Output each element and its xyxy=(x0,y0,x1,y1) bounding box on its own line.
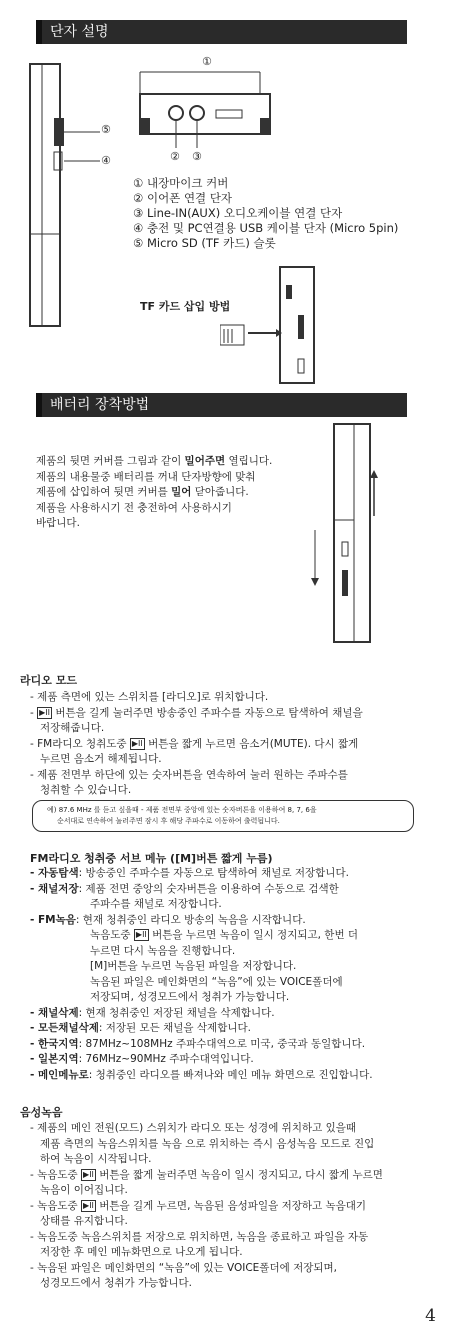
callout-2: ② xyxy=(170,150,180,163)
tf-card-diagram xyxy=(220,265,320,385)
tf-card-label: TF 카드 삽입 방법 xyxy=(140,300,231,313)
section-title-terminals: 단자 설명 xyxy=(36,20,407,44)
terminal-item: ① 내장마이크 커버 xyxy=(133,176,229,190)
callout-5: ⑤ xyxy=(101,123,111,136)
terminal-list xyxy=(133,176,398,251)
terminal-item: ⑤ Micro SD (TF 카드) 슬롯 xyxy=(133,236,276,250)
radio-mode-body: - 제품 측면에 있는 스위치를 [라디오]로 위치합니다. - ▶II 버튼을 길게 눌러주면 방송중인 주파수를 자동으로 탐색하여 채널을 저장해줍니다. - FM라디오 청취도중 ▶II 버튼을 짧게 누르면 음소거(MUTE). 다시 짧게 누르면 음소거 해제됩니다. - 제품 전면부 하단에 있는 숫자버튼을 연속하여 눌러 원하는 주파수를 청취할 수 있습니다. xyxy=(30,691,363,796)
play-pause-icon: ▶II xyxy=(39,707,51,717)
callout-1: ① xyxy=(202,55,212,68)
terminal-item: ② 이어폰 연결 단자 xyxy=(133,191,233,205)
battery-instructions: 제품의 뒷면 커버를 그림과 같이 밀어주면 열립니다. 제품의 내용물중 배터리를 꺼내 단자방향에 맞춰 제품에 삽입하여 뒷면 커버를 밀어 닫아줍니다. 제품을 사용하시기 전 충전하여 사용하시기 바랍니다. xyxy=(36,455,273,529)
play-pause-icon: ▶II xyxy=(83,1169,94,1179)
voice-recording-title: 음성녹음 xyxy=(20,1106,63,1119)
play-pause-icon: ▶II xyxy=(83,1200,94,1210)
fm-submenu-body: - 자동탐색: 방송중인 주파수를 자동으로 탐색하여 채널로 저장합니다. - 채널저장: 제품 전면 중앙의 숫자버튼을 이용하여 수동으로 검색한 주파수를 채널로 저장합니다. - FM녹음: 현재 청취중인 라디오 방송의 녹음을 시작합니다. 녹음도중 ▶II 버튼을 누르면 녹음이 일시 정지되고, 한번 더 누르면 다시 녹음을 진행합니다. [M]버튼을 누르면 녹음된 파일을 저장합니다. 녹음된 파일은 메인화면의 “녹음”에 있는 VOICE폴더에 저장되며, 성경모드에서 청취가 가능합니다. - 채널삭제: 현재 청취중인 저장된 채널을 삭제합니다. - 모든채널삭제: 저장된 모든 채널을 삭제합니다. - 한국지역: 87MHz~108MHz 주파수대역으로 미국, 중국과 동일합니다. - 일본지역: 76MHz~90MHz 주파수대역입니다. - 메인메뉴로: 청취중인 라디오를 빠져나와 메인 메뉴 화면으로 진입합니다. xyxy=(30,867,373,1081)
page-number: 4 xyxy=(425,1306,436,1326)
play-pause-icon: ▶II xyxy=(131,738,143,748)
callout-4: ④ xyxy=(101,154,111,167)
battery-diagram xyxy=(300,420,380,650)
voice-recording-body: - 제품의 메인 전원(모드) 스위치가 라디오 또는 성경에 위치하고 있을때 제품 측면의 녹음스위치를 녹음 으로 위치하는 즉시 음성녹음 모드로 진입 하여 녹음이 시작됩니다. - 녹음도중 ▶II 버튼을 짧게 눌러주면 녹음이 일시 정지되고, 다시 짧게 누르면 녹음이 이어집니다. - 녹음도중 ▶II 버튼을 길게 누르면, 녹음된 음성파일을 저장하고 녹음대기 상태를 유지합니다. - 녹음도중 녹음스위치를 저장으로 위치하면, 녹음을 종료하고 파일을 자동 저장한 후 메인 메뉴화면으로 나오게 됩니다. - 녹음된 파일은 메인화면의 “녹음”에 있는 VOICE폴더에 저장되며, 성경모드에서 청취가 가능합니다. xyxy=(30,1122,383,1289)
fm-submenu-title: FM라디오 청취중 서브 메뉴 ([M]버튼 짧게 누름) xyxy=(30,852,273,865)
example-note-box: 예) 87.6 MHz 를 듣고 싶을때 - 제품 전면부 중앙에 있는 숫자버튼을 이용하여 8, 7, 6을 순서대로 연속하여 눌러주면 잠시 후 해당 주파수로 이동하여 출력됩니다. xyxy=(32,800,414,832)
terminal-item: ③ Line-IN(AUX) 오디오케이블 연결 단자 xyxy=(133,206,343,220)
section-title-battery: 배터리 장착방법 xyxy=(36,393,407,417)
terminal-item: ④ 충전 및 PC연결용 USB 케이블 단자 (Micro 5pin) xyxy=(133,221,399,235)
radio-mode-title: 라디오 모드 xyxy=(20,674,77,687)
play-pause-icon: ▶II xyxy=(135,930,147,939)
callout-3: ③ xyxy=(192,150,202,163)
